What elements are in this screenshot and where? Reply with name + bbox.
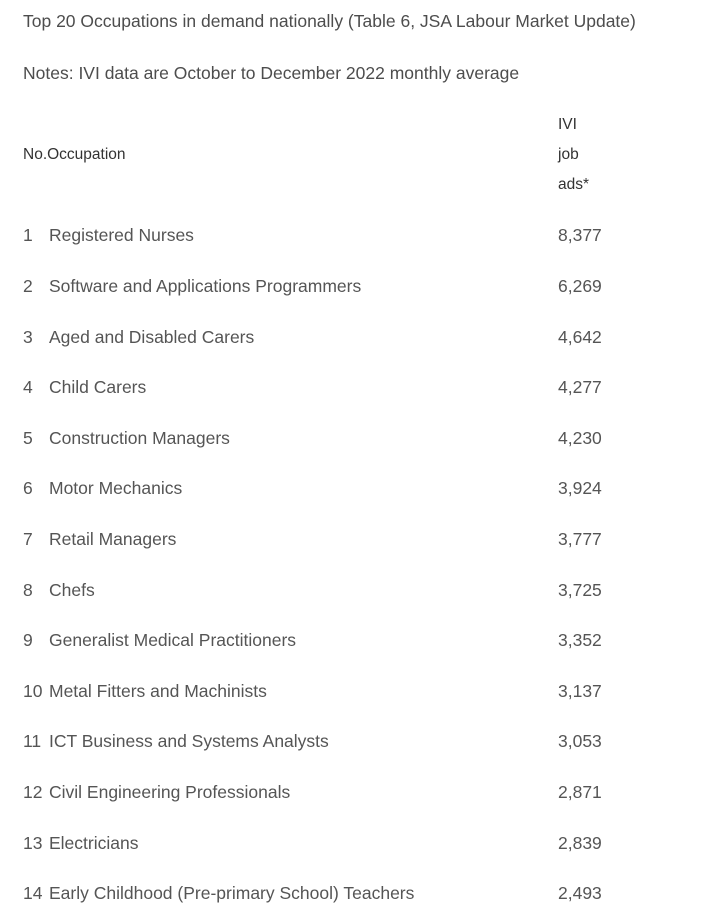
table-row <box>0 630 719 660</box>
ivi-job-ads-value: 8,377 <box>558 225 602 245</box>
ivi-job-ads-value: 3,137 <box>558 681 602 701</box>
occupation-name: ICT Business and Systems Analysts <box>49 731 329 751</box>
column-header-ivi-line1: IVI <box>558 116 577 133</box>
table-row <box>0 731 719 761</box>
ivi-job-ads-value: 2,839 <box>558 833 602 853</box>
table-row <box>0 833 719 863</box>
ivi-job-ads-value: 4,230 <box>558 428 602 448</box>
table-row <box>0 478 719 508</box>
occupation-name: Motor Mechanics <box>49 478 183 498</box>
occupation-name: Early Childhood (Pre-primary School) Teachers <box>49 883 415 903</box>
row-number: 11 <box>23 731 42 751</box>
ivi-job-ads-value: 4,277 <box>558 377 602 397</box>
row-number: 4 <box>23 377 33 397</box>
column-header-no-occupation: No.Occupation <box>23 146 126 163</box>
occupation-name: Child Carers <box>49 377 147 397</box>
row-number: 8 <box>23 580 33 600</box>
row-number: 12 <box>23 782 43 802</box>
ivi-job-ads-value: 3,777 <box>558 529 602 549</box>
table-row <box>0 883 719 913</box>
table-row <box>0 276 719 306</box>
row-number: 7 <box>23 529 33 549</box>
row-number: 9 <box>23 630 33 650</box>
ivi-job-ads-value: 2,493 <box>558 883 602 903</box>
table-row <box>0 377 719 407</box>
occupation-name: Metal Fitters and Machinists <box>49 681 267 701</box>
occupation-name: Software and Applications Programmers <box>49 276 362 296</box>
table-row <box>0 681 719 711</box>
row-number: 13 <box>23 833 43 853</box>
page-title: Top 20 Occupations in demand nationally (Table 6, JSA Labour Market Update) <box>23 11 636 31</box>
occupation-name: Construction Managers <box>49 428 230 448</box>
table-row <box>0 529 719 559</box>
row-number: 1 <box>23 225 33 245</box>
row-number: 2 <box>23 276 33 296</box>
ivi-job-ads-value: 6,269 <box>558 276 602 296</box>
table-row <box>0 225 719 255</box>
column-header-ivi-line3: ads* <box>558 176 590 193</box>
occupation-name: Civil Engineering Professionals <box>49 782 291 802</box>
notes-text: Notes: IVI data are October to December 2022 monthly average <box>23 63 520 83</box>
occupation-name: Electricians <box>49 833 139 853</box>
occupation-name: Aged and Disabled Carers <box>49 327 255 347</box>
ivi-job-ads-value: 3,352 <box>558 630 602 650</box>
row-number: 10 <box>23 681 43 701</box>
ivi-job-ads-value: 3,725 <box>558 580 602 600</box>
row-number: 5 <box>23 428 33 448</box>
table-row <box>0 580 719 610</box>
table-row <box>0 327 719 357</box>
table-row <box>0 782 719 812</box>
row-number: 3 <box>23 327 33 347</box>
occupation-name: Registered Nurses <box>49 225 194 245</box>
table-row <box>0 428 719 458</box>
ivi-job-ads-value: 4,642 <box>558 327 602 347</box>
ivi-job-ads-value: 3,053 <box>558 731 602 751</box>
row-number: 14 <box>23 883 43 903</box>
occupation-name: Retail Managers <box>49 529 177 549</box>
occupation-name: Chefs <box>49 580 95 600</box>
ivi-job-ads-value: 3,924 <box>558 478 602 498</box>
ivi-job-ads-value: 2,871 <box>558 782 602 802</box>
occupation-name: Generalist Medical Practitioners <box>49 630 297 650</box>
column-header-ivi-line2: job <box>558 146 579 163</box>
row-number: 6 <box>23 478 33 498</box>
